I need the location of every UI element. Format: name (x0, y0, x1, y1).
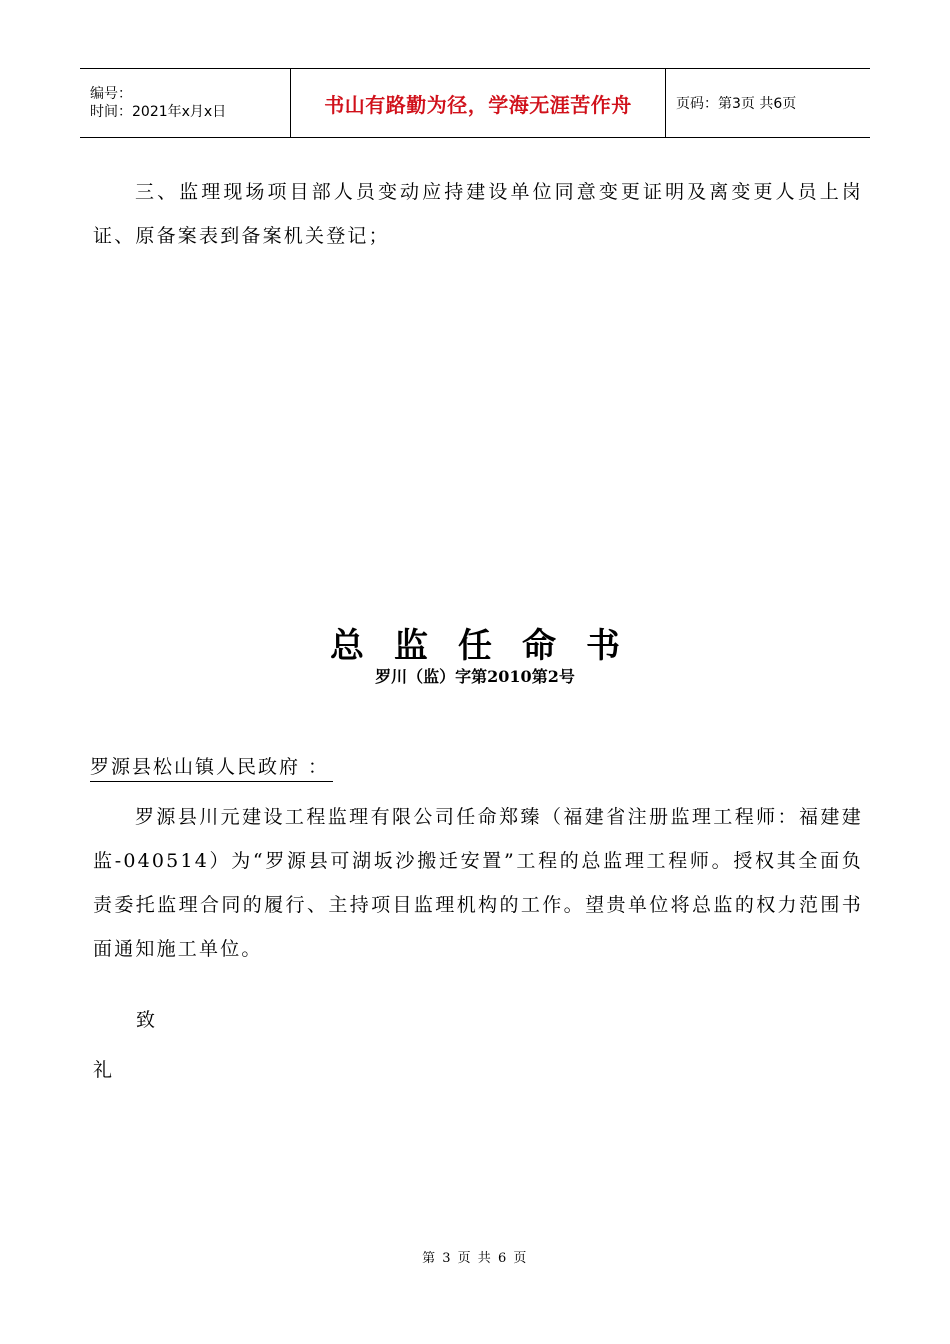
document-title: 总监任命书 (330, 626, 650, 666)
motto-text: 书山有路勤为径，学海无涯苦作舟 (324, 92, 632, 117)
page-footer: 第 3 页 共 6 页 (422, 1251, 528, 1266)
closing-salutation: 致 (136, 1009, 156, 1031)
time-label: 时间：2021年x月x日 (90, 104, 227, 120)
page-label: 页码：第3页 共6页 (676, 96, 797, 112)
letter-body: 罗源县川元建设工程监理有限公司任命郑臻（福建省注册监理工程师：福建建监-040514）为“罗源县可湖坂沙搬迁安置”工程的总监理工程师。授权其全面负责委托监理合同的履行、主持项目监理机构的工作。望贵单位将总监的权力范围书面通知施工单位。 (93, 806, 863, 960)
header-motto-cell (290, 69, 666, 137)
paragraph-item-3: 三、监理现场项目部人员变动应持建设单位同意变更证明及离变更人员上岗证、原备案表到备案机关登记； (93, 181, 863, 247)
page-header (80, 68, 870, 138)
number-label: 编号： (90, 86, 132, 102)
addressee: 罗源县松山镇人民政府 ： (90, 752, 333, 782)
header-left-cell (80, 69, 290, 137)
header-page-cell (666, 69, 796, 137)
closing-regards: 礼 (93, 1059, 113, 1081)
document-number: 罗川（监）字第2010第2号 (375, 667, 575, 686)
